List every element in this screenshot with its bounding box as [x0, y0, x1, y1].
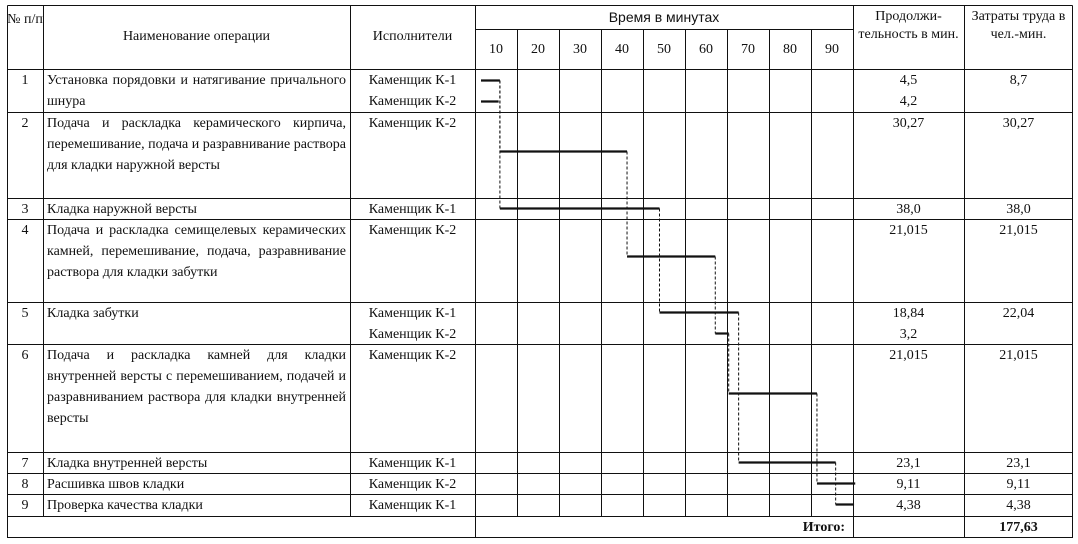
time-tick-label: 90	[825, 42, 839, 57]
row-number: 4	[21, 223, 29, 238]
operation-name: Подача и раскладка семищелевых керамических камней, перемешивание, подача, разравнивание раствора для кладки забутки	[47, 223, 346, 280]
total-label: Итого:	[802, 520, 845, 535]
performer: Каменщик К-2	[368, 116, 457, 131]
performer: Каменщик К-2	[368, 94, 457, 109]
time-tick-label: 70	[741, 42, 755, 57]
performer: Каменщик К-2	[368, 223, 457, 238]
time-tick-label: 80	[783, 42, 797, 57]
performer: Каменщик К-1	[368, 73, 457, 88]
duration-value: 23,1	[896, 456, 921, 471]
duration-value: 9,11	[896, 477, 921, 492]
performer: Каменщик К-2	[368, 348, 457, 363]
labor-value: 30,27	[1002, 116, 1035, 131]
duration-value: 4,5	[899, 73, 918, 88]
operation-name: Установка порядовки и натягивание причального шнура	[47, 73, 346, 109]
labor-value: 4,38	[1006, 498, 1031, 513]
header-num: № п/п	[7, 12, 43, 27]
time-tick-label: 30	[573, 42, 587, 57]
labor-value: 8,7	[1009, 73, 1028, 88]
labor-value: 21,015	[999, 223, 1038, 238]
operation-name: Проверка качества кладки	[47, 498, 203, 513]
row-number: 9	[21, 498, 29, 513]
duration-value: 3,2	[899, 327, 918, 342]
duration-value: 4,38	[896, 498, 921, 513]
labor-value: 21,015	[999, 348, 1038, 363]
operation-name: Кладка наружной версты	[47, 202, 197, 217]
operation-name: Кладка забутки	[47, 306, 139, 321]
operation-name: Кладка внутренней версты	[47, 456, 208, 471]
row-number: 5	[21, 306, 29, 321]
operation-name: Подача и раскладка керамического кирпича, перемешивание, подача и разравнивание раствора для кладки наружной версты	[47, 116, 346, 173]
total-value: 177,63	[999, 520, 1038, 535]
time-tick-label: 40	[615, 42, 629, 57]
time-tick-label: 20	[531, 42, 545, 57]
header-performers: Исполнители	[372, 29, 453, 44]
labor-value: 38,0	[1006, 202, 1031, 217]
time-tick-label: 10	[489, 42, 503, 57]
time-tick-label: 50	[657, 42, 671, 57]
header-duration: Продолжи-тельность в мин.	[858, 9, 959, 42]
labor-value: 22,04	[1002, 306, 1035, 321]
duration-value: 21,015	[889, 348, 928, 363]
duration-value: 4,2	[899, 94, 918, 109]
row-number: 3	[21, 202, 29, 217]
performer: Каменщик К-1	[368, 456, 457, 471]
row-number: 7	[21, 456, 29, 471]
performer: Каменщик К-2	[368, 327, 457, 342]
duration-value: 30,27	[892, 116, 925, 131]
time-tick-label: 60	[699, 42, 713, 57]
row-number: 6	[21, 348, 29, 363]
work-schedule-table	[7, 5, 1073, 539]
performer: Каменщик К-1	[368, 498, 457, 513]
labor-value: 9,11	[1006, 477, 1031, 492]
header-labor: Затраты труда в чел.-мин.	[971, 9, 1066, 42]
performer: Каменщик К-2	[368, 477, 457, 492]
duration-value: 21,015	[889, 223, 928, 238]
duration-value: 38,0	[896, 202, 921, 217]
operation-name: Подача и раскладка камней для кладки внутренней версты с перемешиванием, подачей и разравниванием раствора для кладки внутренней версты	[47, 348, 346, 426]
labor-value: 23,1	[1006, 456, 1031, 471]
performer: Каменщик К-1	[368, 202, 457, 217]
row-number: 1	[21, 73, 29, 88]
row-number: 2	[21, 116, 29, 131]
header-operation: Наименование операции	[122, 29, 271, 44]
header-time-group: Время в минутах	[608, 9, 720, 25]
row-number: 8	[21, 477, 29, 492]
performer: Каменщик К-1	[368, 306, 457, 321]
operation-name: Расшивка швов кладки	[47, 477, 185, 492]
duration-value: 18,84	[892, 306, 925, 321]
